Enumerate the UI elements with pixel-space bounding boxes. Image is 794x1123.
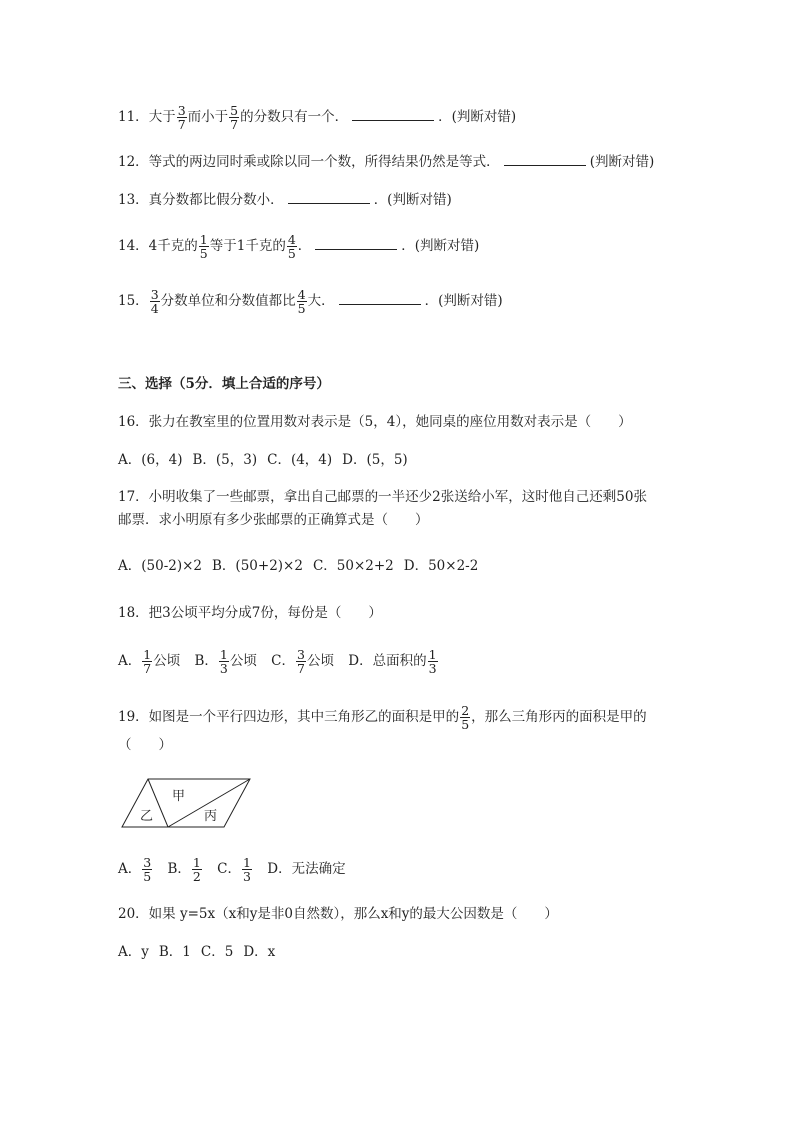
unit: 公顷 bbox=[306, 653, 334, 669]
denominator: 7 bbox=[143, 661, 152, 676]
option-b[interactable]: B．(5，3) bbox=[192, 452, 258, 468]
numerator: 1 bbox=[199, 232, 208, 247]
option-a[interactable]: A．y bbox=[118, 944, 149, 960]
denominator: 4 bbox=[150, 301, 159, 316]
text: 19．如图是一个平行四边形，其中三角形乙的面积是甲的 bbox=[118, 709, 460, 725]
option-b[interactable] bbox=[194, 647, 257, 676]
question-15 bbox=[118, 288, 503, 315]
numerator: 4 bbox=[287, 232, 296, 247]
fraction bbox=[296, 648, 306, 675]
answer-blank[interactable] bbox=[339, 292, 421, 305]
option-c[interactable]: C．5 bbox=[200, 944, 234, 960]
denominator: 7 bbox=[177, 117, 186, 132]
question-number: 11． bbox=[118, 109, 149, 125]
option-b[interactable]: B．1 bbox=[158, 944, 191, 960]
question-number: 15． bbox=[118, 293, 149, 309]
question-12 bbox=[118, 152, 654, 172]
numerator: 2 bbox=[461, 703, 470, 718]
option-b[interactable] bbox=[167, 855, 203, 884]
question-20: 20．如果 y=5x（x和y是非0自然数），那么x和y的最大公因数是（ ） bbox=[118, 906, 558, 922]
label-bing: 丙 bbox=[204, 809, 218, 824]
denominator: 5 bbox=[199, 246, 208, 261]
denominator: 3 bbox=[243, 869, 251, 884]
question-16-options bbox=[118, 450, 418, 470]
question-20-options bbox=[118, 942, 285, 962]
numerator: 1 bbox=[143, 647, 152, 662]
option-letter: D．总面积的 bbox=[348, 653, 427, 669]
option-letter: B． bbox=[167, 861, 191, 877]
numerator: 1 bbox=[428, 647, 437, 662]
text: 而小于 bbox=[187, 109, 229, 125]
text: 大于 bbox=[148, 109, 176, 125]
option-d[interactable]: D．x bbox=[243, 944, 276, 960]
text: ，那么三角形丙的面积是甲的 bbox=[471, 709, 647, 725]
option-letter: C． bbox=[271, 653, 296, 669]
option-d[interactable] bbox=[348, 647, 438, 676]
denominator: 3 bbox=[219, 661, 228, 676]
fraction bbox=[177, 104, 187, 131]
unit: 公顷 bbox=[153, 653, 181, 669]
fraction bbox=[150, 288, 160, 315]
question-text: 12．等式的两边同时乘或除以同一个数，所得结果仍然是等式． bbox=[118, 154, 500, 170]
denominator: 2 bbox=[192, 869, 201, 884]
question-13 bbox=[118, 190, 452, 210]
question-14 bbox=[118, 233, 479, 260]
question-19-options bbox=[118, 856, 356, 883]
option-c[interactable] bbox=[271, 647, 334, 676]
answer-blank[interactable] bbox=[504, 153, 586, 166]
question-17-line1: 17．小明收集了一些邮票，拿出自己邮票的一半还少2张送给小军，这时他自己还剩50张 bbox=[118, 489, 647, 505]
text: 分数单位和分数值都比 bbox=[160, 293, 296, 309]
fraction bbox=[460, 704, 470, 731]
option-letter: A． bbox=[118, 653, 142, 669]
label-yi: 乙 bbox=[140, 809, 154, 824]
option-letter: C． bbox=[217, 861, 242, 877]
option-letter: A． bbox=[118, 861, 142, 877]
judge-hint: ．(判断对错) bbox=[401, 238, 480, 254]
option-a[interactable]: A．(50-2)×2 bbox=[118, 558, 203, 574]
numerator: 1 bbox=[192, 855, 201, 870]
judge-hint: ．(判断对错) bbox=[438, 109, 517, 125]
question-17-options bbox=[118, 556, 488, 576]
judge-hint: (判断对错) bbox=[589, 154, 655, 170]
question-16: 16．张力在教室里的位置用数对表示是（5，4），她同桌的座位用数对表示是（ ） bbox=[118, 414, 632, 430]
fraction bbox=[199, 233, 209, 260]
fraction bbox=[297, 288, 307, 315]
question-17-line2: 邮票．求小明原有多少张邮票的正确算式是（ ） bbox=[118, 512, 429, 528]
label-jia: 甲 bbox=[172, 789, 186, 804]
fraction bbox=[142, 648, 152, 675]
section-heading: 三、选择（5分．填上合适的序号） bbox=[118, 376, 330, 392]
parallelogram-figure bbox=[118, 776, 258, 830]
fraction bbox=[229, 104, 239, 131]
answer-blank[interactable] bbox=[315, 237, 397, 250]
judge-hint: ．(判断对错) bbox=[373, 192, 452, 208]
option-letter: B． bbox=[194, 653, 218, 669]
option-c[interactable]: C．(4，4) bbox=[267, 452, 333, 468]
option-a[interactable] bbox=[118, 647, 181, 676]
question-text: 13．真分数都比假分数小． bbox=[118, 192, 284, 208]
fraction bbox=[428, 648, 438, 675]
numerator: 4 bbox=[297, 287, 306, 302]
text: 的分数只有一个． bbox=[240, 109, 349, 125]
numerator: 5 bbox=[230, 103, 239, 118]
question-19-paren: （ ） bbox=[118, 737, 172, 753]
answer-blank[interactable] bbox=[288, 191, 370, 204]
option-c[interactable] bbox=[217, 855, 253, 884]
unit: 公顷 bbox=[229, 653, 257, 669]
text: 14．4千克的 bbox=[118, 238, 198, 254]
denominator: 5 bbox=[287, 246, 296, 261]
denominator: 5 bbox=[297, 301, 306, 316]
question-18-options bbox=[118, 648, 449, 675]
numerator: 1 bbox=[219, 647, 228, 662]
judge-hint: ．(判断对错) bbox=[424, 293, 503, 309]
text: ． bbox=[297, 238, 312, 254]
fraction bbox=[242, 856, 252, 883]
option-d[interactable]: D．(5，5) bbox=[342, 452, 408, 468]
option-b[interactable]: B．(50+2)×2 bbox=[212, 558, 303, 574]
text: 大． bbox=[307, 293, 335, 309]
option-c[interactable]: C．50×2+2 bbox=[312, 558, 394, 574]
fraction bbox=[287, 233, 297, 260]
numerator: 3 bbox=[297, 647, 305, 662]
denominator: 3 bbox=[428, 661, 437, 676]
option-a[interactable]: A．(6，4) bbox=[118, 452, 183, 468]
answer-blank[interactable] bbox=[352, 108, 434, 121]
numerator: 3 bbox=[143, 855, 152, 870]
fraction bbox=[219, 648, 229, 675]
fraction bbox=[192, 856, 202, 883]
text: 等于1千克的 bbox=[209, 238, 286, 254]
question-18: 18．把3公顷平均分成7份，每份是（ ） bbox=[118, 605, 382, 621]
option-d[interactable]: D．无法确定 bbox=[267, 861, 346, 877]
option-d[interactable]: D．50×2-2 bbox=[403, 558, 479, 574]
denominator: 5 bbox=[461, 717, 470, 732]
numerator: 3 bbox=[150, 287, 159, 302]
denominator: 7 bbox=[297, 661, 305, 676]
numerator: 1 bbox=[243, 855, 251, 870]
numerator: 3 bbox=[177, 103, 186, 118]
denominator: 7 bbox=[230, 117, 239, 132]
denominator: 5 bbox=[143, 869, 152, 884]
fraction bbox=[142, 856, 152, 883]
question-11 bbox=[118, 104, 516, 131]
question-19 bbox=[118, 704, 647, 731]
option-a[interactable] bbox=[118, 855, 153, 884]
